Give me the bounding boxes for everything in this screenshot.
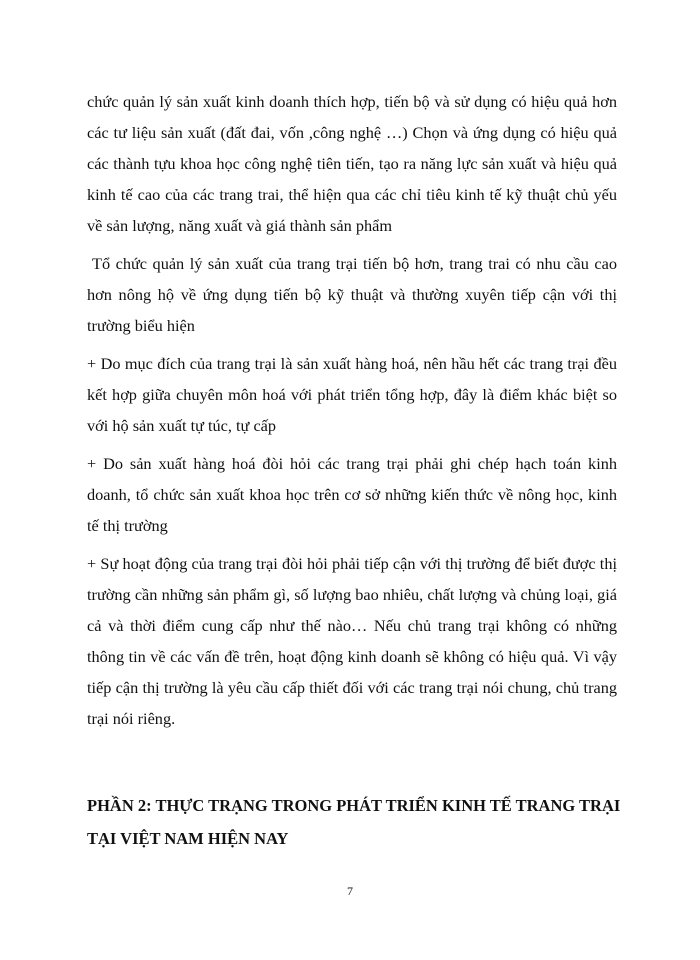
paragraph: + Sự hoạt động của trang trại đòi hỏi phải tiếp cận với thị trường để biết được thị trường cần những sản phẩm gì, số lượng bao nhiêu, chất lượng và chủng loại, giá cả và thời điểm cung cấp như thế nào… Nếu chủ trang trại không có những thông tin về các vấn đề trên, hoạt động kinh doanh sẽ không có hiệu quả. Vì vậy tiếp cận thị trường là yêu cầu cấp thiết đối với các trang trại nói chung, chủ trang trại nói riêng. bbox=[87, 554, 617, 728]
page-number: 7 bbox=[347, 884, 353, 898]
paragraph: Tổ chức quản lý sản xuất của trang trại tiến bộ hơn, trang trai có nhu cầu cao hơn nông hộ về ứng dụng tiến bộ kỹ thuật và thường xuyên tiếp cận với thị trường biểu hiện bbox=[87, 254, 617, 335]
paragraph: + Do mục đích của trang trại là sản xuất hàng hoá, nên hầu hết các trang trại đều kết hợp giữa chuyên môn hoá với phát triển tổng hợp, đây là điểm khác biệt so với hộ sản xuất tự túc, tự cấp bbox=[87, 354, 617, 435]
paragraph: chức quản lý sản xuất kinh doanh thích hợp, tiến bộ và sử dụng có hiệu quả hơn các tư liệu sản xuất (đất đai, vốn ,công nghệ …) Chọn và ứng dụng có hiệu quả các thành tựu khoa học công nghệ tiên tiến, tạo ra năng lực sản xuất và hiệu quả kinh tế cao của các trang trai, thể hiện qua các chỉ tiêu kinh tế kỹ thuật chủ yếu về sản lượng, năng xuất và giá thành sản phẩm bbox=[87, 92, 617, 235]
paragraph: + Do sản xuất hàng hoá đòi hỏi các trang trại phải ghi chép hạch toán kinh doanh, tổ chức sản xuất khoa học trên cơ sở những kiến thức về nông học, kinh tế thị trường bbox=[87, 454, 617, 535]
body-text bbox=[87, 86, 617, 741]
section-heading: PHẦN 2: THỰC TRẠNG TRONG PHÁT TRIỂN KINH TẾ TRANG TRẠI TẠI VIỆT NAM HIỆN NAY bbox=[87, 796, 621, 848]
